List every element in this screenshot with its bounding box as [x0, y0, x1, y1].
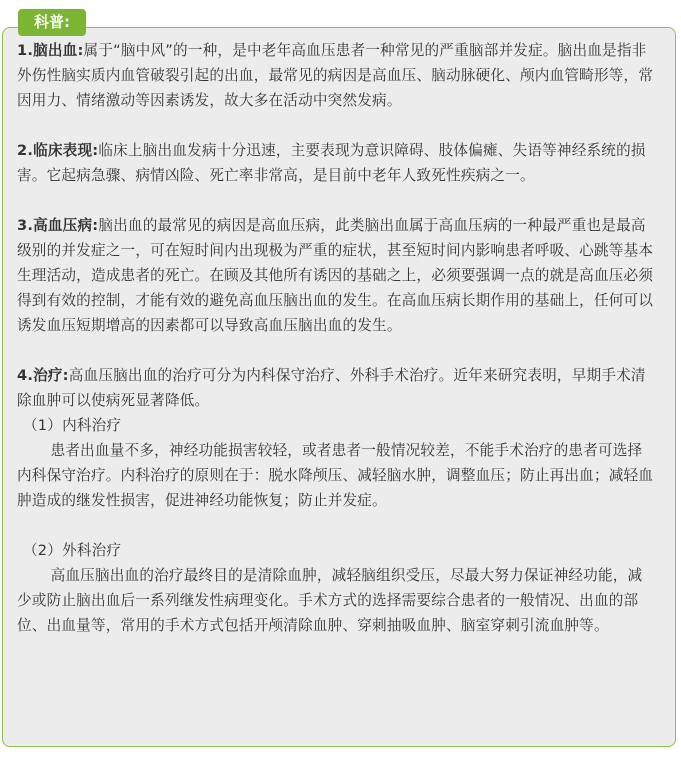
article-body	[17, 38, 657, 638]
paragraph-cerebral-hemorrhage	[17, 38, 657, 113]
heading-treatment: 4.治疗:	[17, 367, 69, 384]
text-medical-treatment: 患者出血量不多，神经功能损害较轻，或者患者一般情况较差，不能手术治疗的患者可选择内科保守治疗。内科治疗的原则在于：脱水降颅压、减轻脑水肿，调整血压；防止再出血；减轻血肿造成的继发性损害，促进神经功能恢复；防止并发症。	[17, 442, 654, 509]
subheading-surgical-treatment: （2）外科治疗	[23, 542, 122, 559]
spacer	[17, 513, 657, 538]
paragraph-clinical-manifestation	[17, 138, 657, 188]
spacer	[17, 113, 657, 138]
text-surgical-treatment: 高血压脑出血的治疗最终目的是清除血肿，减轻脑组织受压，尽最大努力保证神经功能，减少或防止脑出血后一系列继发性病理变化。手术方式的选择需要综合患者的一般情况、出血的部位、出血量等，常用的手术方式包括开颅清除血肿、穿刺抽吸血肿、脑室穿刺引流血肿等。	[17, 567, 643, 634]
text-clinical-manifestation: 临床上脑出血发病十分迅速，主要表现为意识障碍、肢体偏瘫、失语等神经系统的损害。它起病急骤、病情凶险、死亡率非常高，是目前中老年人致死性疾病之一。	[17, 142, 646, 184]
spacer	[17, 338, 657, 363]
text-cerebral-hemorrhage: 属于“脑中风”的一种，是中老年高血压患者一种常见的严重脑部并发症。脑出血是指非外伤性脑实质内血管破裂引起的出血，最常见的病因是高血压、脑动脉硬化、颅内血管畸形等，常因用力、情绪激动等因素诱发，故大多在活动中突然发病。	[17, 42, 654, 109]
subheading-medical-treatment: （1）内科治疗	[23, 417, 122, 434]
section-tag: 科普:	[18, 9, 86, 36]
text-treatment: 高血压脑出血的治疗可分为内科保守治疗、外科手术治疗。近年来研究表明，早期手术清除血肿可以使病死显著降低。	[17, 367, 646, 409]
heading-clinical-manifestation: 2.临床表现:	[17, 142, 99, 159]
heading-hypertension: 3.高血压病:	[17, 217, 99, 234]
spacer	[17, 188, 657, 213]
paragraph-treatment	[17, 363, 657, 413]
text-hypertension: 脑出血的最常见的病因是高血压病，此类脑出血属于高血压病的一种最严重也是最高级别的并发症之一，可在短时间内出现极为严重的症状，甚至短时间内影响患者呼吸、心跳等基本生理活动，造成患者的死亡。在顾及其他所有诱因的基础之上，必须要强调一点的就是高血压必须得到有效的控制，才能有效的避免高血压脑出血的发生。在高血压病长期作用的基础上，任何可以诱发血压短期增高的因素都可以导致高血压脑出血的发生。	[17, 217, 654, 334]
heading-cerebral-hemorrhage: 1.脑出血:	[17, 42, 84, 59]
paragraph-hypertension	[17, 213, 657, 338]
